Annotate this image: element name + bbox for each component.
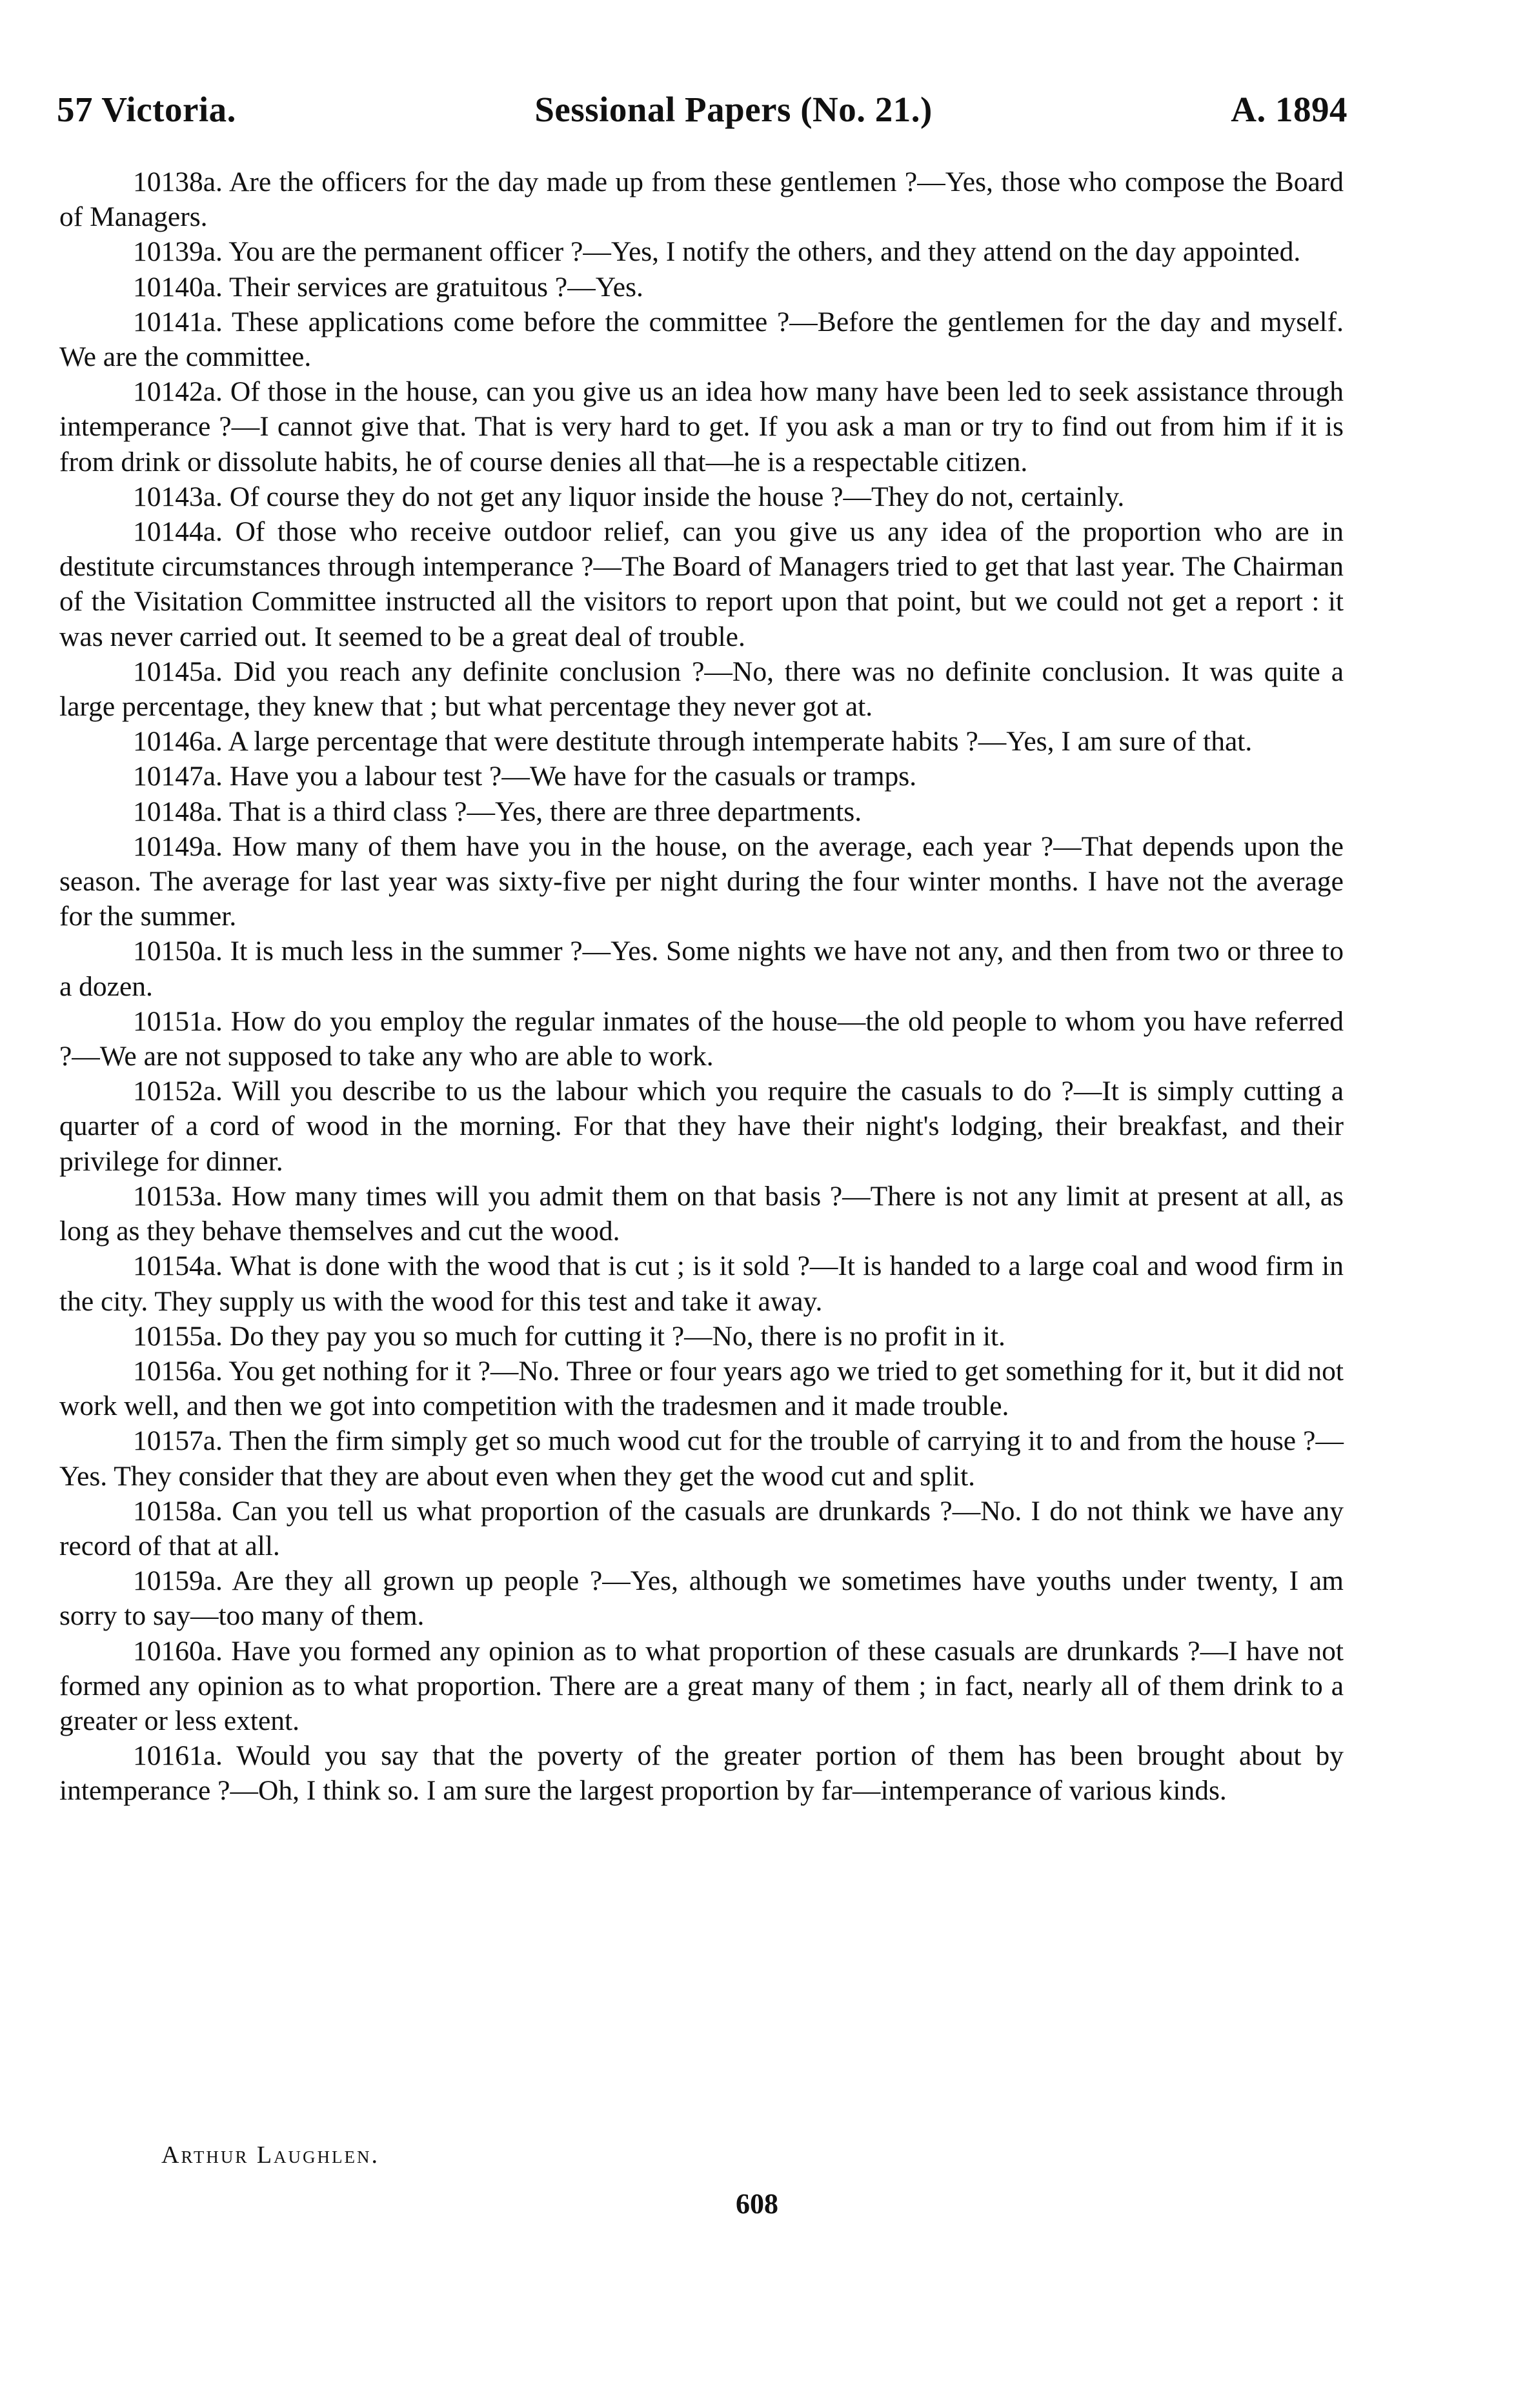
testimony-text [59,165,1344,1809]
testimony-paragraph: 10140a. Their services are gratuitous ?—Yes. [133,271,643,303]
testimony-paragraph: 10158a. Can you tell us what proportion of the casuals are drunkards ?—No. I do not think we have any record of that at all. [59,1495,1344,1561]
testimony-paragraph: 10148a. That is a third class ?—Yes, there are three departments. [133,796,862,827]
testimony-paragraph: 10151a. How do you employ the regular inmates of the house—the old people to whom you have referred ?—We are not supposed to take any who are able to work. [59,1005,1344,1072]
witness-signature: Arthur Laughlen. [161,2142,380,2169]
testimony-paragraph: 10152a. Will you describe to us the labour which you require the casuals to do ?—It is simply cutting a quarter of a cord of wood in the morning. For that they have their night's lodging, their breakfast, and their privilege for dinner. [59,1076,1344,1177]
testimony-paragraph: 10138a. Are the officers for the day made up from these gentlemen ?—Yes, those who compose the Board of Managers. [59,166,1344,233]
testimony-paragraph: 10139a. You are the permanent officer ?—Yes, I notify the others, and they attend on the day appointed. [133,236,1301,268]
page-header [57,89,1347,141]
header-year: A. 1894 [1231,90,1347,129]
testimony-paragraph: 10154a. What is done with the wood that is cut ; is it sold ?—It is handed to a large coal and wood firm in the city. They supply us with the wood for this test and take it away. [59,1250,1344,1317]
testimony-paragraph: 10153a. How many times will you admit them on that basis ?—There is not any limit at present at all, as long as they behave themselves and cut the wood. [59,1180,1344,1247]
page-number: 608 [736,2188,778,2220]
testimony-paragraph: 10149a. How many of them have you in the house, on the average, each year ?—That depends upon the season. The average for last year was sixty-five per night during the four winter months. I have not the average for the summer. [59,830,1344,932]
testimony-paragraph: 10142a. Of those in the house, can you give us an idea how many have been led to seek assistance through intemperance ?—I cannot give that. That is very hard to get. If you ask a man or try to find out from him if it is from drink or dissolute habits, he of course denies all that—he is a respectable citizen. [59,376,1344,477]
header-volume: 57 Victoria. [57,90,236,129]
testimony-paragraph: 10161a. Would you say that the poverty of the greater portion of them has been brought about by intemperance ?—Oh, I think so. I am sure the largest proportion by far—intemperance of various kinds. [59,1740,1344,1807]
testimony-paragraph: 10144a. Of those who receive outdoor relief, can you give us any idea of the proportion who are in destitute circumstances through intemperance ?—The Board of Managers tried to get that last year. The Chairman of the Visitation Committee instructed all the visitors to report upon that point, but we could not get a report : it was never carried out. It seemed to be a great deal of trouble. [59,516,1344,652]
testimony-paragraph: 10143a. Of course they do not get any liquor inside the house ?—They do not, certainly. [133,481,1125,512]
testimony-paragraph: 10146a. A large percentage that were destitute through intemperate habits ?—Yes, I am sure of that. [133,726,1253,758]
testimony-paragraph: 10159a. Are they all grown up people ?—Yes, although we sometimes have youths under twenty, I am sorry to say—too many of them. [59,1565,1344,1632]
testimony-paragraph: 10156a. You get nothing for it ?—No. Three or four years ago we tried to get something for it, but it did not work well, and then we got into competition with the tradesmen and it made trouble. [59,1355,1344,1422]
testimony-paragraph: 10147a. Have you a labour test ?—We have for the casuals or tramps. [133,761,917,792]
testimony-paragraph: 10155a. Do they pay you so much for cutting it ?—No, there is no profit in it. [133,1320,1005,1352]
testimony-paragraph: 10150a. It is much less in the summer ?—Yes. Some nights we have not any, and then from two or three to a dozen. [59,936,1344,1002]
testimony-paragraph: 10141a. These applications come before the committee ?—Before the gentlemen for the day and myself. We are the committee. [59,306,1344,373]
testimony-paragraph: 10160a. Have you formed any opinion as to what proportion of these casuals are drunkards ?—I have not formed any opinion as to what proportion. There are a great many of them ; in fact, nearly all of them drink to a greater or less extent. [59,1635,1344,1736]
testimony-paragraph: 10157a. Then the firm simply get so much wood cut for the trouble of carrying it to and from the house ?—Yes. They consider that they are about even when they get the wood cut and split. [59,1425,1344,1492]
header-title: Sessional Papers (No. 21.) [534,90,933,129]
testimony-paragraph: 10145a. Did you reach any definite conclusion ?—No, there was no definite conclusion. It was quite a large percentage, they knew that ; but what percentage they never got at. [59,656,1344,723]
